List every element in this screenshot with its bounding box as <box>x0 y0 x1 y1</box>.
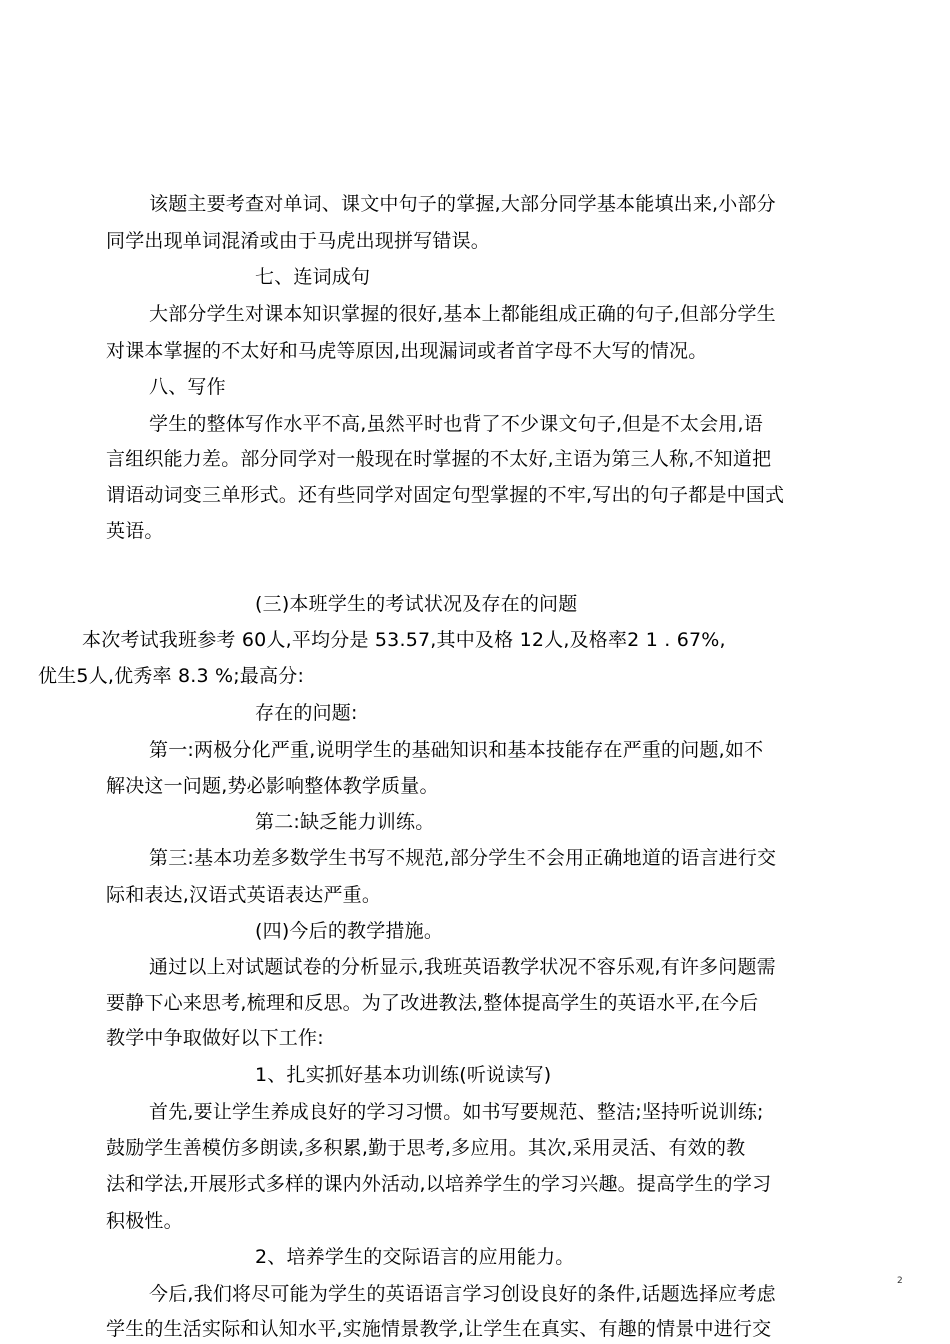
section-heading: 2、培养学生的交际语言的应用能力。 <box>255 1246 575 1268</box>
paragraph-line: 首先,要让学生养成良好的学习习惯。如书写要规范、整洁;坚持听说训练; <box>149 1101 764 1123</box>
section-heading: (三)本班学生的考试状况及存在的问题 <box>255 593 578 615</box>
paragraph-line: 通过以上对试题试卷的分析显示,我班英语教学状况不容乐观,有许多问题需 <box>149 956 776 978</box>
paragraph-line: 今后,我们将尽可能为学生的英语语言学习创设良好的条件,话题选择应考虑 <box>149 1283 776 1305</box>
paragraph-line: 际和表达,汉语式英语表达严重。 <box>106 884 382 906</box>
paragraph-line: 解决这一问题,势必影响整体教学质量。 <box>106 775 439 797</box>
paragraph-line: 对课本掌握的不太好和马虎等原因,出现漏词或者首字母不大写的情况。 <box>106 340 708 362</box>
paragraph-line: 鼓励学生善模仿多朗读,多积累,勤于思考,多应用。其次,采用灵活、有效的教 <box>106 1137 746 1159</box>
paragraph-line: 第一:两极分化严重,说明学生的基础知识和基本技能存在严重的问题,如不 <box>149 739 764 761</box>
paragraph-line: 学生的整体写作水平不高,虽然平时也背了不少课文句子,但是不太会用,语 <box>149 413 763 435</box>
paragraph-line: 教学中争取做好以下工作: <box>106 1027 324 1049</box>
paragraph-line: 大部分学生对课本知识掌握的很好,基本上都能组成正确的句子,但部分学生 <box>149 303 776 325</box>
paragraph-line: 要静下心来思考,梳理和反思。为了改进教法,整体提高学生的英语水平,在今后 <box>106 992 759 1014</box>
paragraph-line: 优生5人,优秀率 8.3 %;最高分: <box>38 665 305 687</box>
paragraph-line: 学生的生活实际和认知水平,实施情景教学,让学生在真实、有趣的情景中进行交 <box>106 1318 772 1340</box>
paragraph-line: 积极性。 <box>106 1210 183 1232</box>
paragraph-line: 言组织能力差。部分同学对一般现在时掌握的不太好,主语为第三人称,不知道把 <box>106 448 772 470</box>
paragraph-line: 第三:基本功差多数学生书写不规范,部分学生不会用正确地道的语言进行交 <box>149 847 777 869</box>
paragraph-line: 英语。 <box>106 520 164 542</box>
paragraph-line: 该题主要考查对单词、课文中句子的掌握,大部分同学基本能填出来,小部分 <box>149 193 776 215</box>
section-heading: 八、写作 <box>149 376 226 398</box>
paragraph-line: 法和学法,开展形式多样的课内外活动,以培养学生的学习兴趣。提高学生的学习 <box>106 1173 772 1195</box>
section-heading: (四)今后的教学措施。 <box>255 920 444 942</box>
section-heading: 七、连词成句 <box>255 266 371 288</box>
paragraph-line: 第二:缺乏能力训练。 <box>255 811 435 833</box>
paragraph-line: 谓语动词变三单形式。还有些同学对固定句型掌握的不牢,写出的句子都是中国式 <box>106 484 785 506</box>
paragraph-line: 本次考试我班参考 60人,平均分是 53.57,其中及格 12人,及格率2 1 . 67%, <box>82 629 726 651</box>
section-heading: 1、扎实抓好基本功训练(听说读写) <box>255 1064 552 1086</box>
paragraph-line: 同学出现单词混淆或由于马虎出现拼写错误。 <box>106 230 491 252</box>
page-number: 2 <box>897 1276 903 1286</box>
section-heading: 存在的问题: <box>255 702 358 724</box>
